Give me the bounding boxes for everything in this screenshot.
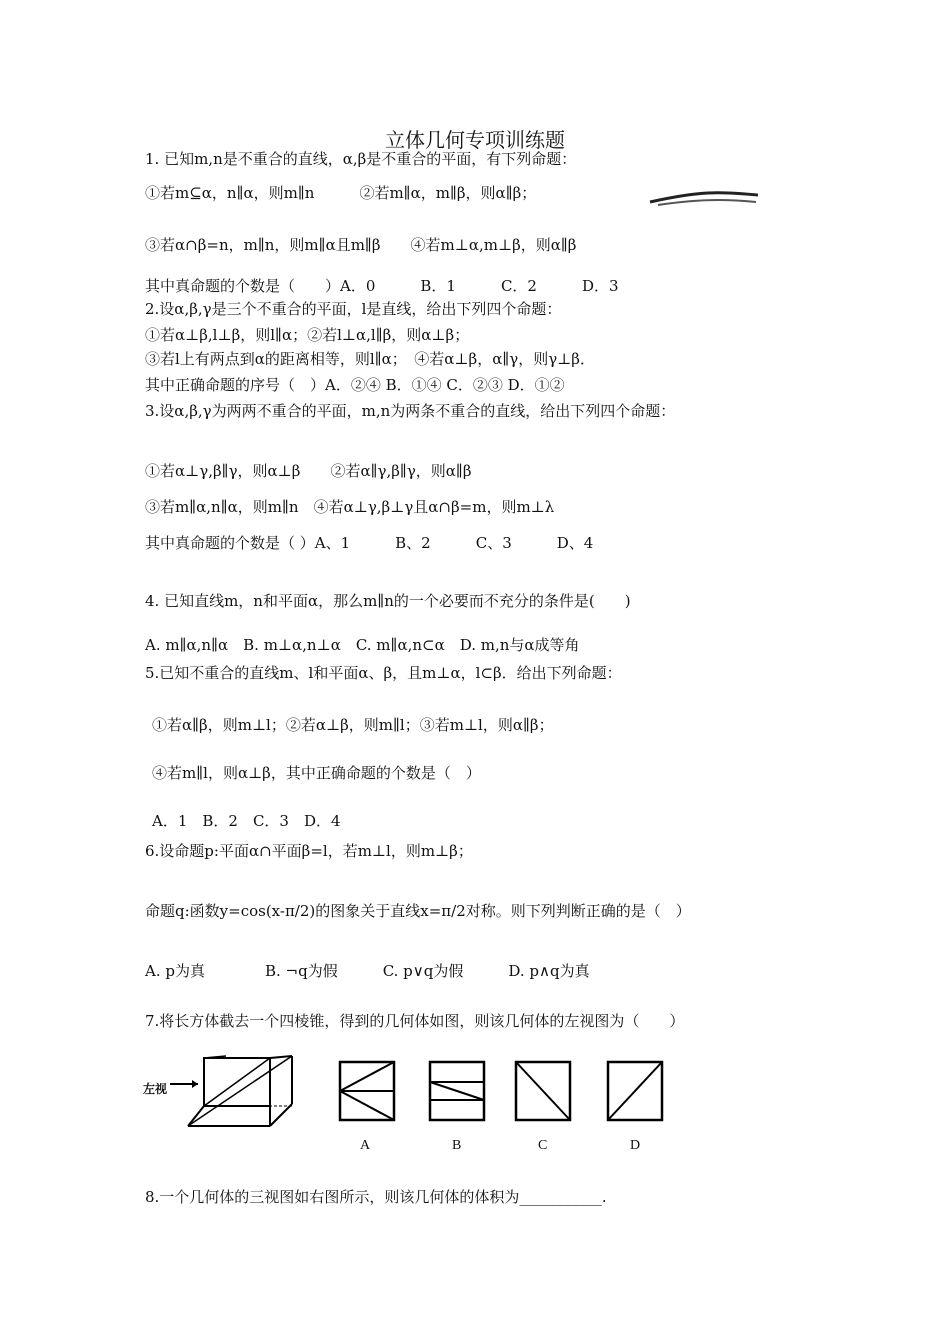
q6-prop-q: 命题q:函数y=cos(x-π/2)的图象关于直线x=π/2对称。则下列判断正确的是（ ） bbox=[145, 902, 691, 920]
q6-prop-p: 6.设命题p:平面α∩平面β=l，若m⊥l，则m⊥β； bbox=[145, 842, 473, 860]
q3-prop-3-4: ③若m∥α,n∥α，则m∥n ④若α⊥γ,β⊥γ且α∩β=m，则m⊥λ bbox=[145, 498, 555, 516]
q5-prop-1-3: ①若α∥β，则m⊥l；②若α⊥β，则m∥l；③若m⊥l，则α∥β； bbox=[152, 716, 554, 734]
q3-answer-options: 其中真命题的个数是（ ）A、1 B、2 C、3 D、4 bbox=[145, 534, 594, 552]
q2-prop-3-4: ③若l上有两点到α的距离相等，则l∥α； ④若α⊥β，α∥γ，则γ⊥β． bbox=[145, 350, 595, 368]
q2-answer-options: 其中正确命题的序号（ ）A．②④ B．①④ C．②③ D．①② bbox=[145, 376, 565, 394]
q1-prop-1-2: ①若m⊆α，n∥α，则m∥n ②若m∥α，m∥β，则α∥β； bbox=[145, 184, 537, 202]
q2-prop-1-2: ①若α⊥β,l⊥β，则l∥α；②若l⊥α,l∥β，则α⊥β； bbox=[145, 326, 470, 344]
q2-stem: 2.设α,β,γ是三个不重合的平面，l是直线，给出下列四个命题： bbox=[145, 300, 562, 318]
q1-answer-options: 其中真命题的个数是（ ）A．0 B．1 C．2 D．3 bbox=[145, 277, 619, 295]
q1-prop-3-4: ③若α∩β=n，m∥n，则m∥α且m∥β ④若m⊥α,m⊥β，则α∥β bbox=[145, 236, 577, 254]
option-b-view bbox=[428, 1060, 486, 1122]
q4-stem: 4. 已知直线m，n和平面α，那么m∥n的一个必要而不充分的条件是( ) bbox=[145, 592, 631, 610]
cuboid-figure bbox=[168, 1052, 300, 1132]
q3-prop-1-2: ①若α⊥γ,β∥γ，则α⊥β ②若α∥γ,β∥γ，则α∥β bbox=[145, 462, 472, 480]
q6-answer-options: A. p为真 B. ¬q为假 C. p∨q为假 D. p∧q为真 bbox=[145, 962, 590, 980]
option-a-view bbox=[338, 1060, 396, 1122]
option-d-label: D bbox=[630, 1138, 641, 1153]
q1-stem: 1. 已知m,n是不重合的直线，α,β是不重合的平面，有下列命题： bbox=[145, 150, 577, 168]
q5-prop-4: ④若m∥l，则α⊥β，其中正确命题的个数是（ ） bbox=[152, 764, 481, 782]
option-c-view bbox=[514, 1060, 572, 1122]
q7-stem: 7.将长方体截去一个四棱锥，得到的几何体如图，则该几何体的左视图为（ ） bbox=[145, 1012, 685, 1030]
q5-stem: 5.已知不重合的直线m、l和平面α、β，且m⊥α，l⊂β．给出下列命题： bbox=[145, 664, 622, 682]
q4-answer-options: A. m∥α,n∥α B. m⊥α,n⊥α C. m∥α,n⊂α D. m,n与α成等角 bbox=[145, 636, 580, 654]
q3-stem: 3.设α,β,γ为两两不重合的平面，m,n为两条不重合的直线，给出下列四个命题： bbox=[145, 402, 676, 420]
q5-answer-options: A．1 B．2 C．3 D．4 bbox=[152, 812, 341, 830]
option-b-label: B bbox=[452, 1138, 462, 1153]
option-a-label: A bbox=[360, 1138, 371, 1153]
page-title: 立体几何专项训练题 bbox=[385, 128, 565, 152]
side-view-label: 左视 bbox=[143, 1082, 168, 1096]
option-c-label: C bbox=[538, 1138, 548, 1153]
scan-smudge bbox=[648, 188, 760, 208]
option-d-view bbox=[606, 1060, 664, 1122]
q8-stem: 8.一个几何体的三视图如右图所示，则该几何体的体积为___________. bbox=[145, 1188, 607, 1206]
